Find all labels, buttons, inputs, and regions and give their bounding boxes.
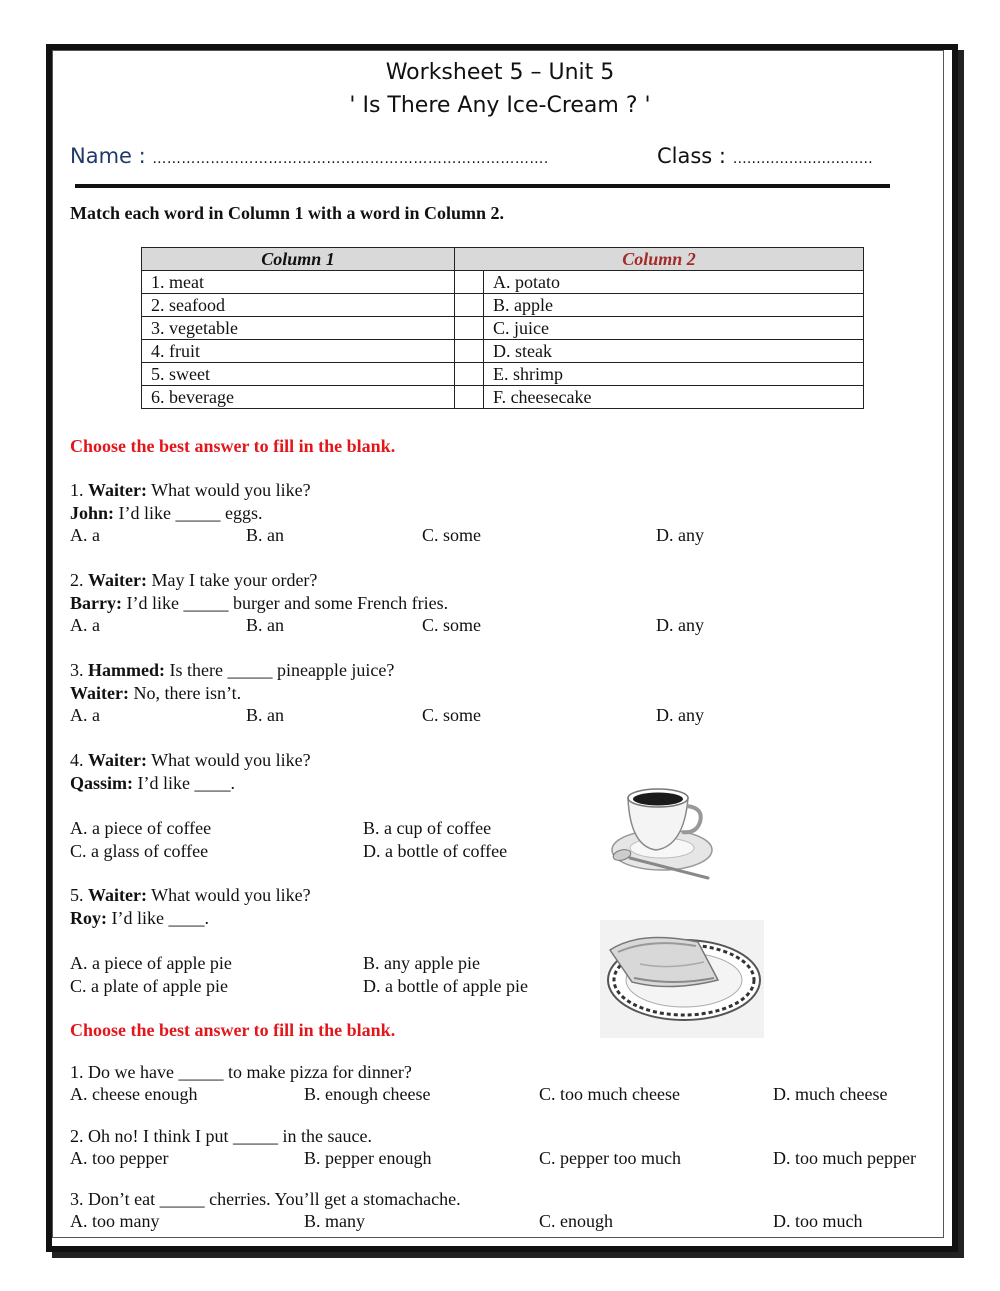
column2-header: Column 2 xyxy=(455,248,864,271)
answer-option[interactable]: D. a bottle of apple pie xyxy=(363,976,528,996)
table-row xyxy=(142,386,864,409)
answer-option[interactable]: A. cheese enough xyxy=(70,1084,198,1104)
apple-pie-icon xyxy=(600,920,764,1038)
name-label: Name : xyxy=(70,144,146,168)
section3-instruction: Choose the best answer to fill in the blank. xyxy=(70,1020,396,1040)
table-cell-right: C. juice xyxy=(484,317,864,340)
table-cell-right: E. shrimp xyxy=(484,363,864,386)
answer-option[interactable]: B. any apple pie xyxy=(363,953,480,973)
answer-option[interactable]: B. pepper enough xyxy=(304,1148,432,1168)
answer-option[interactable]: B. an xyxy=(246,525,284,545)
section2-instruction: Choose the best answer to fill in the blank. xyxy=(70,436,396,456)
table-cell-left: 6. beverage xyxy=(142,386,455,409)
question-line: 4. Waiter: What would you like? xyxy=(70,750,311,770)
answer-option[interactable]: A. a xyxy=(70,615,100,635)
question-line: 5. Waiter: What would you like? xyxy=(70,885,311,905)
answer-option[interactable]: B. a cup of coffee xyxy=(363,818,492,838)
answer-option[interactable]: C. some xyxy=(422,705,482,725)
table-cell-right: F. cheesecake xyxy=(484,386,864,409)
answer-option[interactable]: C. a glass of coffee xyxy=(70,841,209,861)
answer-option[interactable]: D. too much pepper xyxy=(773,1148,916,1168)
answer-option[interactable]: D. a bottle of coffee xyxy=(363,841,508,861)
table-cell-left: 3. vegetable xyxy=(142,317,455,340)
table-cell-right: D. steak xyxy=(484,340,864,363)
table-row xyxy=(142,340,864,363)
question-line: Roy: I’d like ____. xyxy=(70,908,209,928)
worksheet-subtitle: ' Is There Any Ice-Cream ? ' xyxy=(349,93,651,118)
question-line: John: I’d like _____ eggs. xyxy=(70,503,263,523)
answer-option[interactable]: C. some xyxy=(422,615,482,635)
table-cell-right: B. apple xyxy=(484,294,864,317)
answer-option[interactable]: B. an xyxy=(246,615,284,635)
answer-option[interactable]: D. too much xyxy=(773,1211,863,1231)
question-line: 1. Do we have _____ to make pizza for dinner? xyxy=(70,1062,412,1082)
answer-option[interactable]: A. too pepper xyxy=(70,1148,169,1168)
answer-option[interactable]: A. a xyxy=(70,525,100,545)
answer-option[interactable]: C. a plate of apple pie xyxy=(70,976,228,996)
question-line: 1. Waiter: What would you like? xyxy=(70,480,311,500)
answer-option[interactable]: A. a piece of apple pie xyxy=(70,953,232,973)
answer-option[interactable]: C. pepper too much xyxy=(539,1148,681,1168)
table-cell-left: 1. meat xyxy=(142,271,455,294)
class-dots: ………………………… xyxy=(732,151,873,167)
worksheet-inner-border xyxy=(52,50,944,1238)
question-line: Waiter: No, there isn’t. xyxy=(70,683,242,703)
answer-option[interactable]: A. a xyxy=(70,705,100,725)
answer-option[interactable]: B. an xyxy=(246,705,284,725)
question-line: 2. Oh no! I think I put _____ in the sauce. xyxy=(70,1126,372,1146)
answer-option[interactable]: C. enough xyxy=(539,1211,613,1231)
question-line: 3. Don’t eat _____ cherries. You’ll get a stomachache. xyxy=(70,1189,461,1209)
question-line: 3. Hammed: Is there _____ pineapple juice? xyxy=(70,660,395,680)
matching-table xyxy=(141,247,864,409)
table-cell-left: 2. seafood xyxy=(142,294,455,317)
table-cell-left: 5. sweet xyxy=(142,363,455,386)
table-cell-right: A. potato xyxy=(484,271,864,294)
class-label: Class : xyxy=(657,144,726,168)
table-row xyxy=(142,317,864,340)
name-dots: ………………………………………………………………………. xyxy=(152,151,549,167)
name-field xyxy=(70,144,549,168)
table-row xyxy=(142,363,864,386)
question-line: Barry: I’d like _____ burger and some French fries. xyxy=(70,593,449,613)
answer-option[interactable]: D. much cheese xyxy=(773,1084,888,1104)
answer-option[interactable]: C. too much cheese xyxy=(539,1084,680,1104)
answer-option[interactable]: A. too many xyxy=(70,1211,160,1231)
table-row xyxy=(142,271,864,294)
answer-option[interactable]: A. a piece of coffee xyxy=(70,818,212,838)
column1-header: Column 1 xyxy=(142,248,455,271)
answer-option[interactable]: D. any xyxy=(656,705,704,725)
table-row xyxy=(142,294,864,317)
answer-option[interactable]: B. many xyxy=(304,1211,365,1231)
answer-option[interactable]: B. enough cheese xyxy=(304,1084,431,1104)
answer-option[interactable]: D. any xyxy=(656,615,704,635)
header-divider xyxy=(75,184,890,188)
answer-option[interactable]: D. any xyxy=(656,525,704,545)
answer-option[interactable]: C. some xyxy=(422,525,482,545)
worksheet-title: Worksheet 5 – Unit 5 xyxy=(385,60,615,85)
section1-instruction: Match each word in Column 1 with a word in Column 2. xyxy=(70,203,505,223)
table-cell-left: 4. fruit xyxy=(142,340,455,363)
question-line: Qassim: I’d like ____. xyxy=(70,773,235,793)
coffee-cup-icon xyxy=(600,780,720,885)
class-field xyxy=(657,144,873,168)
question-line: 2. Waiter: May I take your order? xyxy=(70,570,318,590)
table-header-row xyxy=(142,248,864,271)
